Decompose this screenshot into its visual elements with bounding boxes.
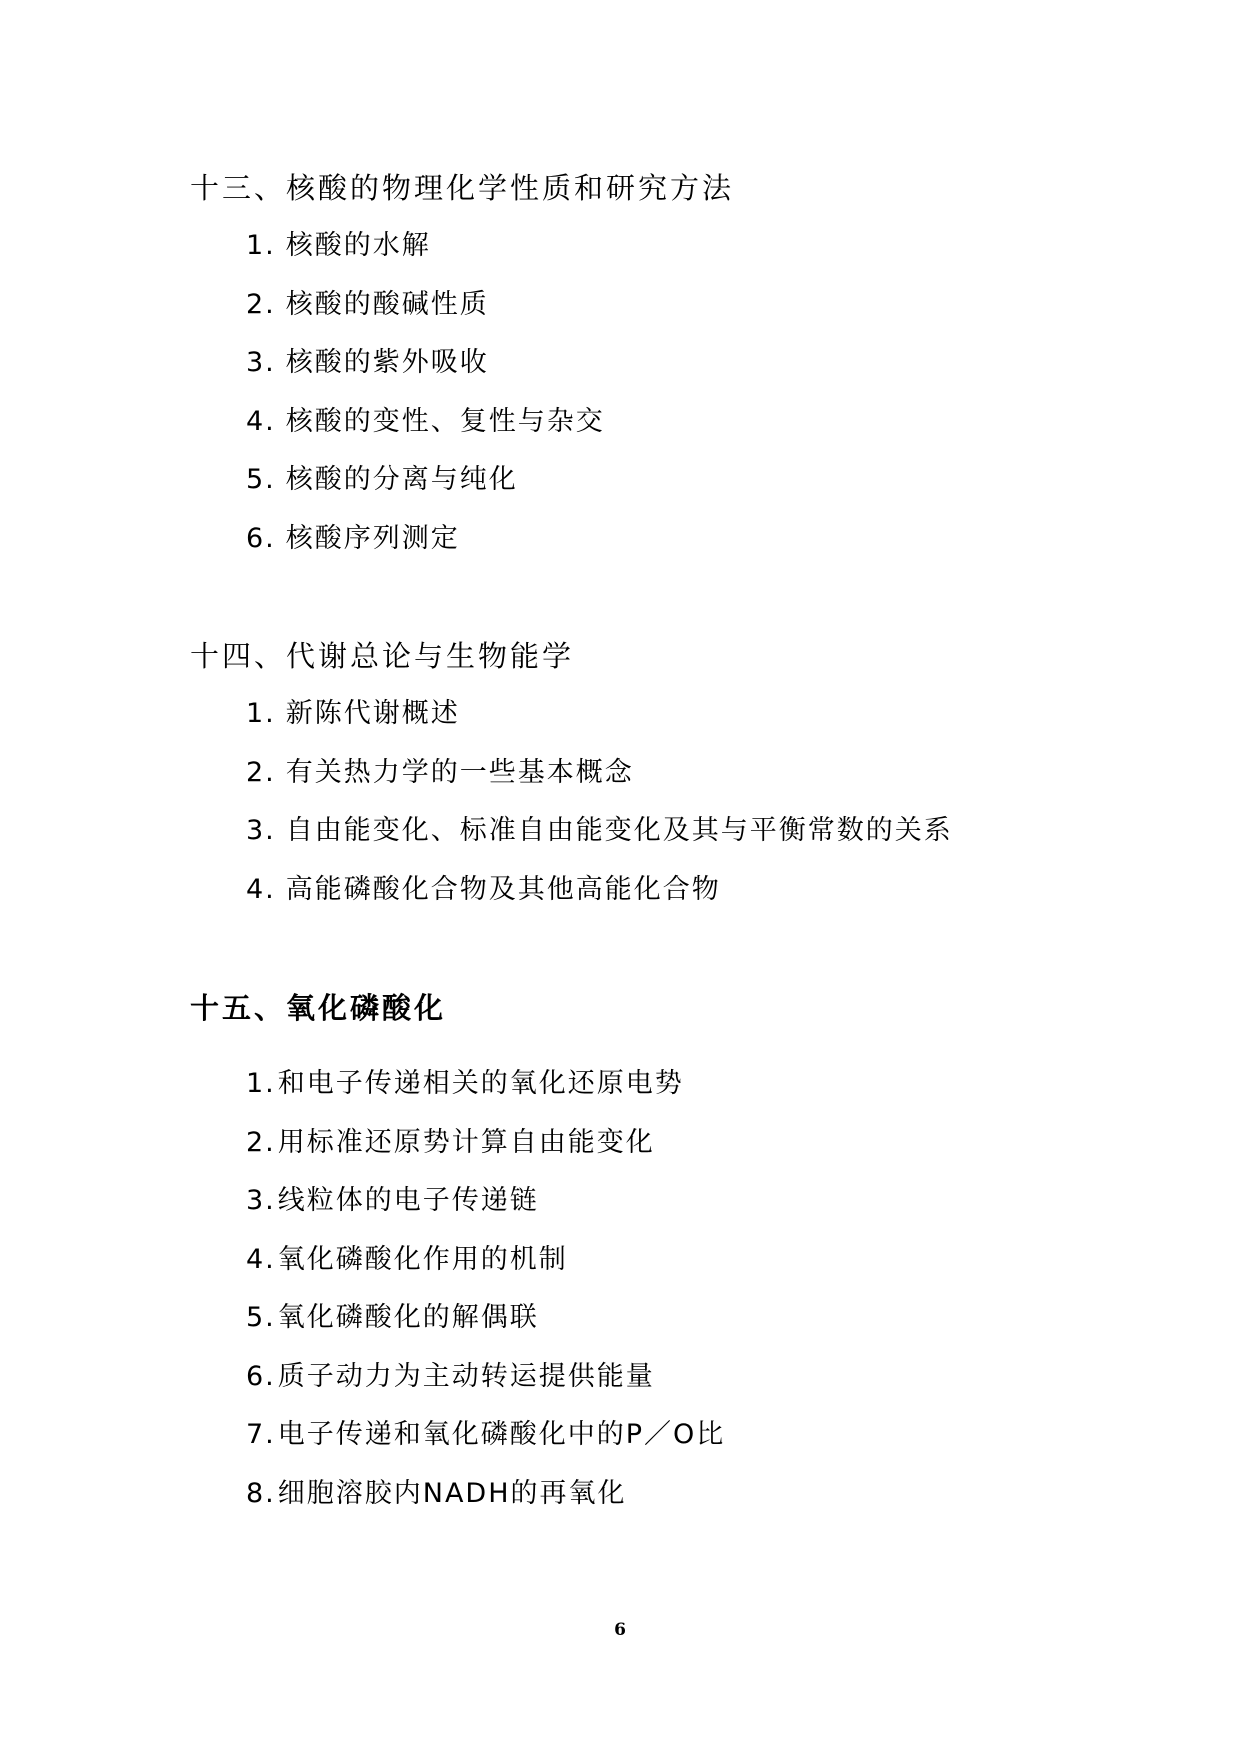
item-text: 核酸的水解 [285, 230, 431, 261]
item-text: 有关热力学的一些基本概念 [285, 756, 634, 788]
list-item [246, 753, 1186, 812]
list-item [246, 1415, 1186, 1474]
item-number: 6. [246, 522, 276, 554]
section-title: 十五、氧化磷酸化 [190, 991, 447, 1025]
section-14 [190, 636, 1190, 905]
item-number: 1. [246, 698, 276, 729]
list-item [246, 1123, 1186, 1182]
list-item [246, 402, 1186, 461]
item-text: 核酸的紫外吸收 [285, 347, 489, 378]
item-text: 核酸的分离与纯化 [285, 464, 518, 495]
item-text: 高能磷酸化合物及其他高能化合物 [285, 873, 721, 905]
item-number: 7. [246, 1419, 276, 1450]
item-text: 线粒体的电子传递链 [277, 1185, 539, 1216]
list-item [246, 1181, 1186, 1240]
item-number: 4. [246, 873, 276, 905]
item-number: 5. [246, 464, 276, 495]
list-item [246, 1474, 1186, 1533]
list-item [246, 1298, 1186, 1357]
item-number: 4. [246, 405, 276, 437]
list-item [246, 226, 1186, 285]
list-item [246, 1064, 1186, 1123]
list-item [246, 519, 1186, 578]
section-title: 十四、代谢总论与生物能学 [190, 639, 575, 673]
item-number: 2. [246, 1126, 276, 1158]
item-text: 氧化磷酸化作用的机制 [277, 1243, 568, 1275]
list-item [246, 1357, 1186, 1416]
item-text: 核酸的变性、复性与杂交 [285, 405, 605, 437]
item-text: 质子动力为主动转运提供能量 [277, 1360, 655, 1392]
item-text: 核酸序列测定 [285, 522, 460, 554]
item-number: 8. [246, 1477, 276, 1509]
item-text: 核酸的酸碱性质 [285, 288, 489, 320]
list-item [246, 694, 1186, 753]
section-title: 十三、核酸的物理化学性质和研究方法 [190, 171, 735, 205]
list-item [246, 811, 1186, 870]
item-number: 1. [246, 230, 276, 261]
item-number: 3. [246, 347, 276, 378]
item-number: 4. [246, 1243, 276, 1275]
list-item [246, 285, 1186, 344]
item-number: 6. [246, 1360, 276, 1392]
item-text: 和电子传递相关的氧化还原电势 [277, 1068, 684, 1099]
section-15 [190, 988, 1190, 1509]
list-item [246, 460, 1186, 519]
item-text: 电子传递和氧化磷酸化中的P／O比 [277, 1419, 726, 1450]
item-number: 2. [246, 756, 276, 788]
list-item [246, 870, 1186, 929]
section-13 [190, 168, 1190, 554]
item-text: 细胞溶胶内NADH的再氧化 [277, 1477, 627, 1509]
item-number: 3. [246, 1185, 276, 1216]
item-number: 1. [246, 1068, 276, 1099]
list-item [246, 1240, 1186, 1299]
item-text: 氧化磷酸化的解偶联 [277, 1302, 539, 1333]
list-item [246, 343, 1186, 402]
item-list [246, 1064, 1186, 1532]
item-text: 新陈代谢概述 [285, 698, 460, 729]
page-number: 6 [614, 1620, 626, 1640]
item-list [246, 694, 1186, 928]
item-list [246, 226, 1186, 577]
item-number: 2. [246, 288, 276, 320]
item-text: 自由能变化、标准自由能变化及其与平衡常数的关系 [285, 815, 953, 846]
item-number: 5. [246, 1302, 276, 1333]
item-text: 用标准还原势计算自由能变化 [277, 1126, 655, 1158]
item-number: 3. [246, 815, 276, 846]
